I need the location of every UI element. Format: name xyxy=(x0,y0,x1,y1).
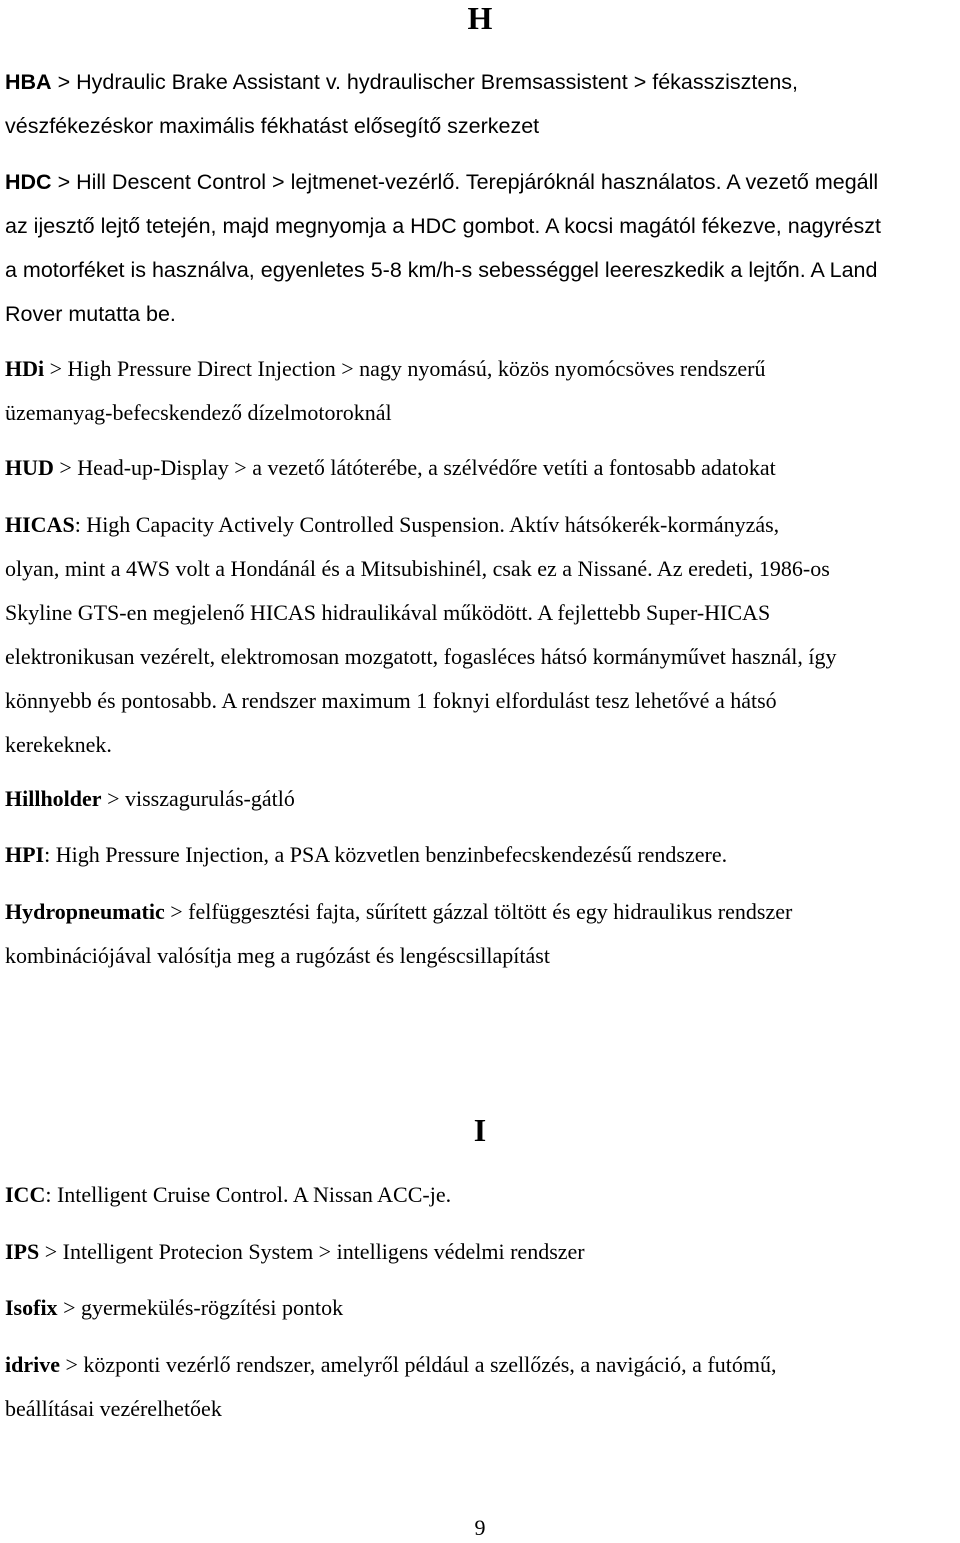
entry-line xyxy=(5,446,945,490)
entry-text: > Hill Descent Control > lejtmenet-vezérlő. Terepjáróknál használatos. A vezető megáll xyxy=(51,170,879,194)
entry-line: kerekeknek. xyxy=(5,732,112,757)
entry-line xyxy=(5,1286,945,1330)
entry-text: > központi vezérlő rendszer, amelyről például a szellőzés, a navigáció, a futómű, xyxy=(60,1352,777,1377)
entry-line: kombinációjával valósítja meg a rugózást és lengéscsillapítást xyxy=(5,943,550,968)
entry-term: HDC xyxy=(5,170,52,194)
entry-line xyxy=(5,60,945,104)
section-heading-i: I xyxy=(473,1112,487,1148)
page-number: 9 xyxy=(474,1515,486,1540)
entry-text: : Intelligent Cruise Control. A Nissan ACC-je. xyxy=(45,1182,452,1207)
entry-term: idrive xyxy=(5,1352,60,1377)
entry-line xyxy=(5,777,945,821)
entry-term: Hillholder xyxy=(5,786,102,811)
entry-line xyxy=(5,890,945,934)
entry-line: vészfékezéskor maximális fékhatást elősegítő szerkezet xyxy=(5,114,540,138)
glossary-entry-ips xyxy=(5,1230,945,1274)
entry-term: ICC xyxy=(5,1182,46,1207)
glossary-entry-icc xyxy=(5,1173,945,1217)
entry-line: beállításai vezérelhetőek xyxy=(5,1396,222,1421)
entry-term: HPI xyxy=(5,842,45,867)
entry-line: az ijesztő lejtő tetején, majd megnyomja a HDC gombot. A kocsi magától fékezve, nagyrészt xyxy=(5,214,881,238)
glossary-entry-isofix xyxy=(5,1286,945,1330)
entry-text: > gyermekülés-rögzítési pontok xyxy=(57,1295,344,1320)
entry-text: : High Pressure Injection, a PSA közvetlen benzinbefecskendezésű rendszere. xyxy=(44,842,728,867)
entry-line xyxy=(5,1343,945,1387)
entry-text: > visszagurulás-gátló xyxy=(101,786,295,811)
glossary-entry-hdi xyxy=(5,347,945,435)
entry-term: Isofix xyxy=(5,1295,58,1320)
section-heading-h: H xyxy=(467,0,493,36)
entry-line: olyan, mint a 4WS volt a Hondánál és a Mitsubishinél, csak ez a Nissané. Az eredeti, 1986-os xyxy=(5,556,830,581)
glossary-entry-hud xyxy=(5,446,945,490)
glossary-entry-hydropneumatic xyxy=(5,890,945,978)
entry-line xyxy=(5,347,945,391)
entry-text: > High Pressure Direct Injection > nagy nyomású, közös nyomócsöves rendszerű xyxy=(44,356,766,381)
entry-text: : High Capacity Actively Controlled Suspension. Aktív hátsókerék-kormányzás, xyxy=(74,512,780,537)
entry-term: HBA xyxy=(5,70,52,94)
glossary-entry-hba xyxy=(5,60,945,148)
entry-term: HDi xyxy=(5,356,45,381)
entry-line: Rover mutatta be. xyxy=(5,302,176,326)
entry-term: HICAS xyxy=(5,512,75,537)
entry-text: > Hydraulic Brake Assistant v. hydraulischer Bremsassistent > fékasszisztens, xyxy=(51,70,799,94)
glossary-entry-hillholder xyxy=(5,777,945,821)
entry-term: Hydropneumatic xyxy=(5,899,165,924)
entry-text: > felfüggesztési fajta, sűrített gázzal töltött és egy hidraulikus rendszer xyxy=(164,899,793,924)
entry-line: elektronikusan vezérelt, elektromosan mozgatott, fogasléces hátsó kormányművet használ, így xyxy=(5,644,837,669)
entry-text: > Intelligent Protecion System > intelligens védelmi rendszer xyxy=(39,1239,585,1264)
entry-line xyxy=(5,833,945,877)
entry-line xyxy=(5,1173,945,1217)
entry-line xyxy=(5,503,945,547)
entry-line: a motorféket is használva, egyenletes 5-8 km/h-s sebességgel leereszkedik a lejtőn. A Land xyxy=(5,258,878,282)
glossary-entry-idrive xyxy=(5,1343,945,1431)
glossary-entry-hicas xyxy=(5,503,945,767)
entry-text: > Head-up-Display > a vezető látóterébe, a szélvédőre vetíti a fontosabb adatokat xyxy=(53,455,776,480)
entry-line: könnyebb és pontosabb. A rendszer maximum 1 foknyi elfordulást tesz lehetővé a hátsó xyxy=(5,688,777,713)
entry-term: IPS xyxy=(5,1239,40,1264)
entry-term: HUD xyxy=(5,455,54,480)
entry-line xyxy=(5,1230,945,1274)
entry-line: Skyline GTS-en megjelenő HICAS hidraulikával működött. A fejlettebb Super-HICAS xyxy=(5,600,771,625)
glossary-entry-hdc xyxy=(5,160,945,336)
entry-line xyxy=(5,160,945,204)
glossary-entry-hpi xyxy=(5,833,945,877)
entry-line: üzemanyag-befecskendező dízelmotoroknál xyxy=(5,400,392,425)
